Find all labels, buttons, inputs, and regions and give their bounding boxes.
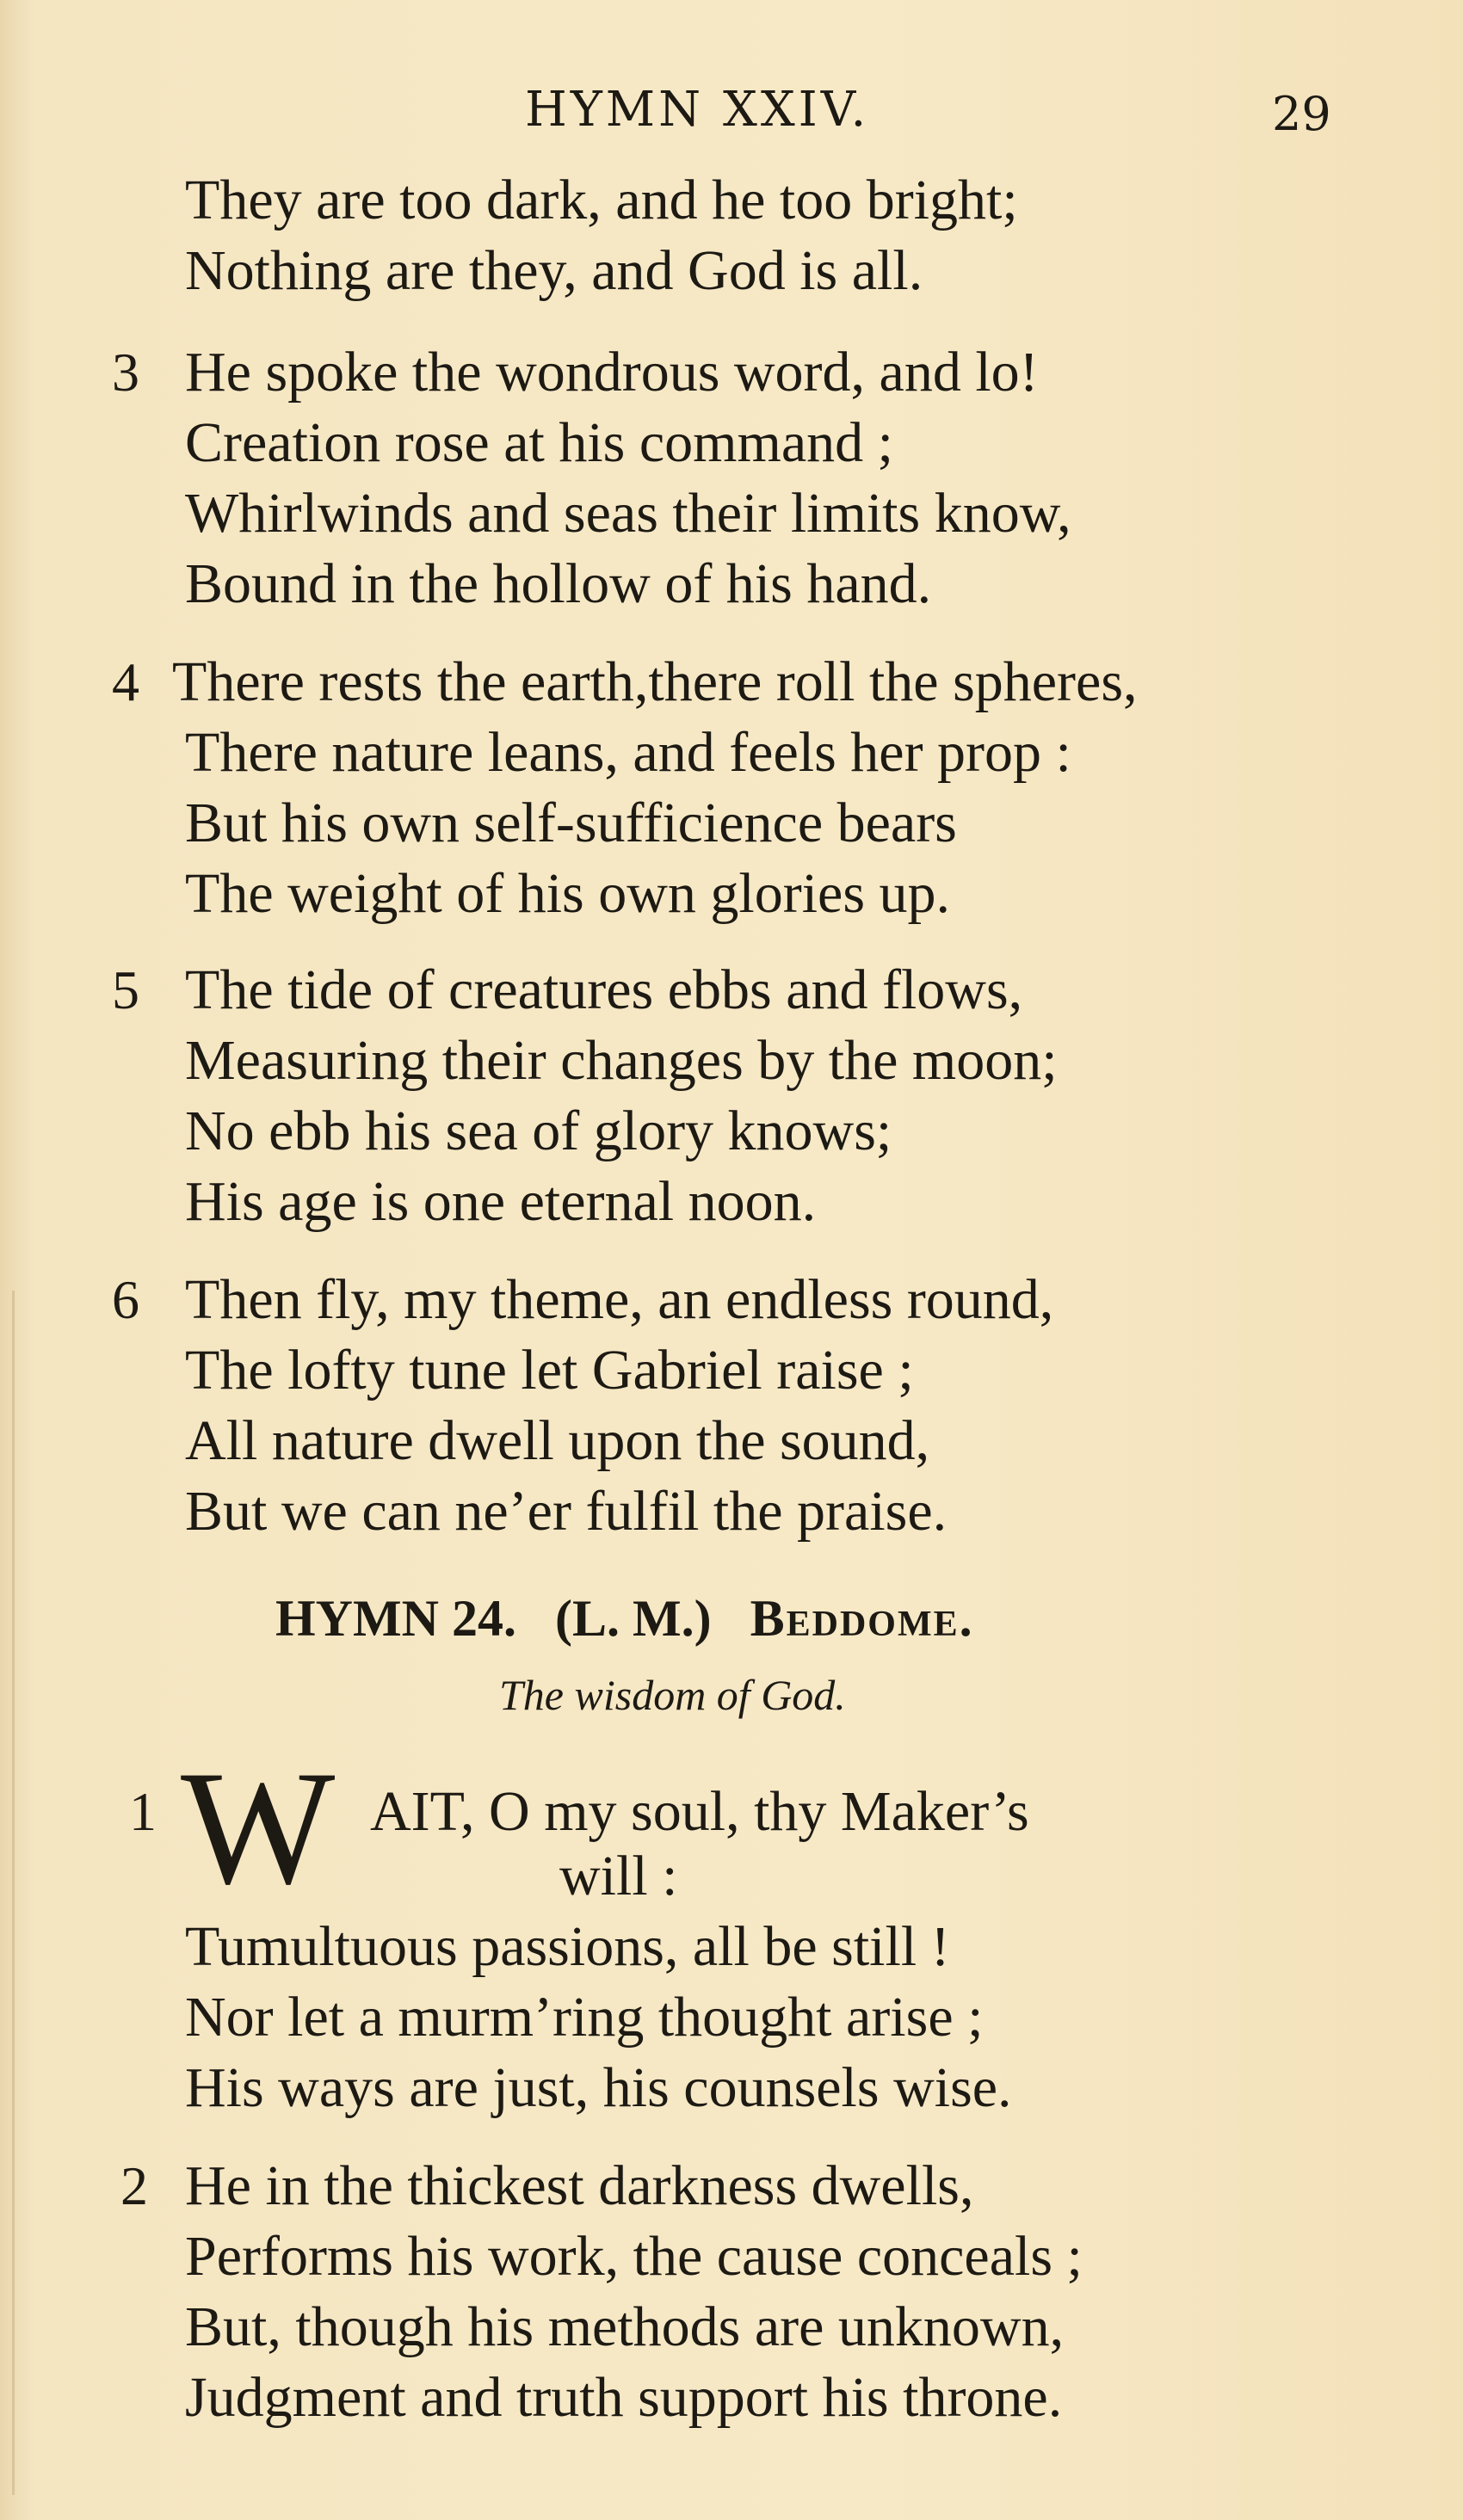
verse-line: But his own self-sufficience bears [185,792,957,854]
stanza-number: 3 [112,342,139,403]
page-edge-shadow [12,1291,15,2495]
verse-line: But we can ne’er fulfil the praise. [185,1480,948,1543]
verse-line: The tide of creatures ebbs and flows, [185,958,1023,1021]
stanza-number: 2 [120,2155,148,2216]
hymn-heading [275,1583,974,1654]
verse-line: Bound in the hollow of his hand. [185,552,932,615]
verse-line: The weight of his own glories up. [185,862,951,925]
stanza-number: 5 [112,959,139,1020]
verse-line: They are too dark, and he too bright; [185,169,1018,231]
drop-cap: W [181,1738,336,1919]
verse-line: He in the thickest darkness dwells, [185,2154,974,2217]
verse-line: No ebb his sea of glory knows; [185,1100,892,1162]
stanza-number: 6 [112,1269,139,1330]
hymn-author: Beddome. [750,1590,974,1647]
verse-line: Performs his work, the cause conceals ; [185,2225,1083,2288]
verse-line: Nothing are they, and God is all. [185,239,923,302]
verse-line: Judgment and truth support his throne. [185,2366,1063,2429]
verse-line: AIT, O my soul, thy Maker’s [370,1780,1029,1843]
verse-line: The lofty tune let Gabriel raise ; [185,1339,914,1402]
running-title: HYMN XXIV. [525,82,870,138]
verse-line: Then fly, my theme, an endless round, [185,1268,1054,1331]
verse-line: There rests the earth,there roll the spheres, [172,650,1138,713]
verse-line: All nature dwell upon the sound, [185,1409,930,1472]
verse-line: Nor let a murm’ring thought arise ; [185,1986,984,2049]
hymn-subtitle: The wisdom of God. [499,1671,846,1719]
verse-line: Tumultuous passions, all be still ! [185,1915,950,1978]
verse-line: There nature leans, and feels her prop : [185,721,1071,784]
verse-line: will : [559,1845,678,1907]
stanza-number: 1 [129,1781,157,1842]
verse-line: Whirlwinds and seas their limits know, [185,482,1071,545]
verse-line: His age is one eternal noon. [185,1170,817,1233]
verse-line: Measuring their changes by the moon; [185,1029,1058,1092]
stanza-number: 4 [112,651,139,712]
page-number: 29 [1272,87,1331,141]
hymn-meter: (L. M.) [554,1590,712,1647]
verse-line: But, though his methods are unknown, [185,2295,1065,2358]
hymn-title: HYMN 24. [275,1590,516,1647]
verse-line: Creation rose at his command ; [185,411,893,474]
verse-line: His ways are just, his counsels wise. [185,2056,1012,2119]
verse-line: He spoke the wondrous word, and lo! [185,341,1039,404]
running-header [0,82,1463,151]
